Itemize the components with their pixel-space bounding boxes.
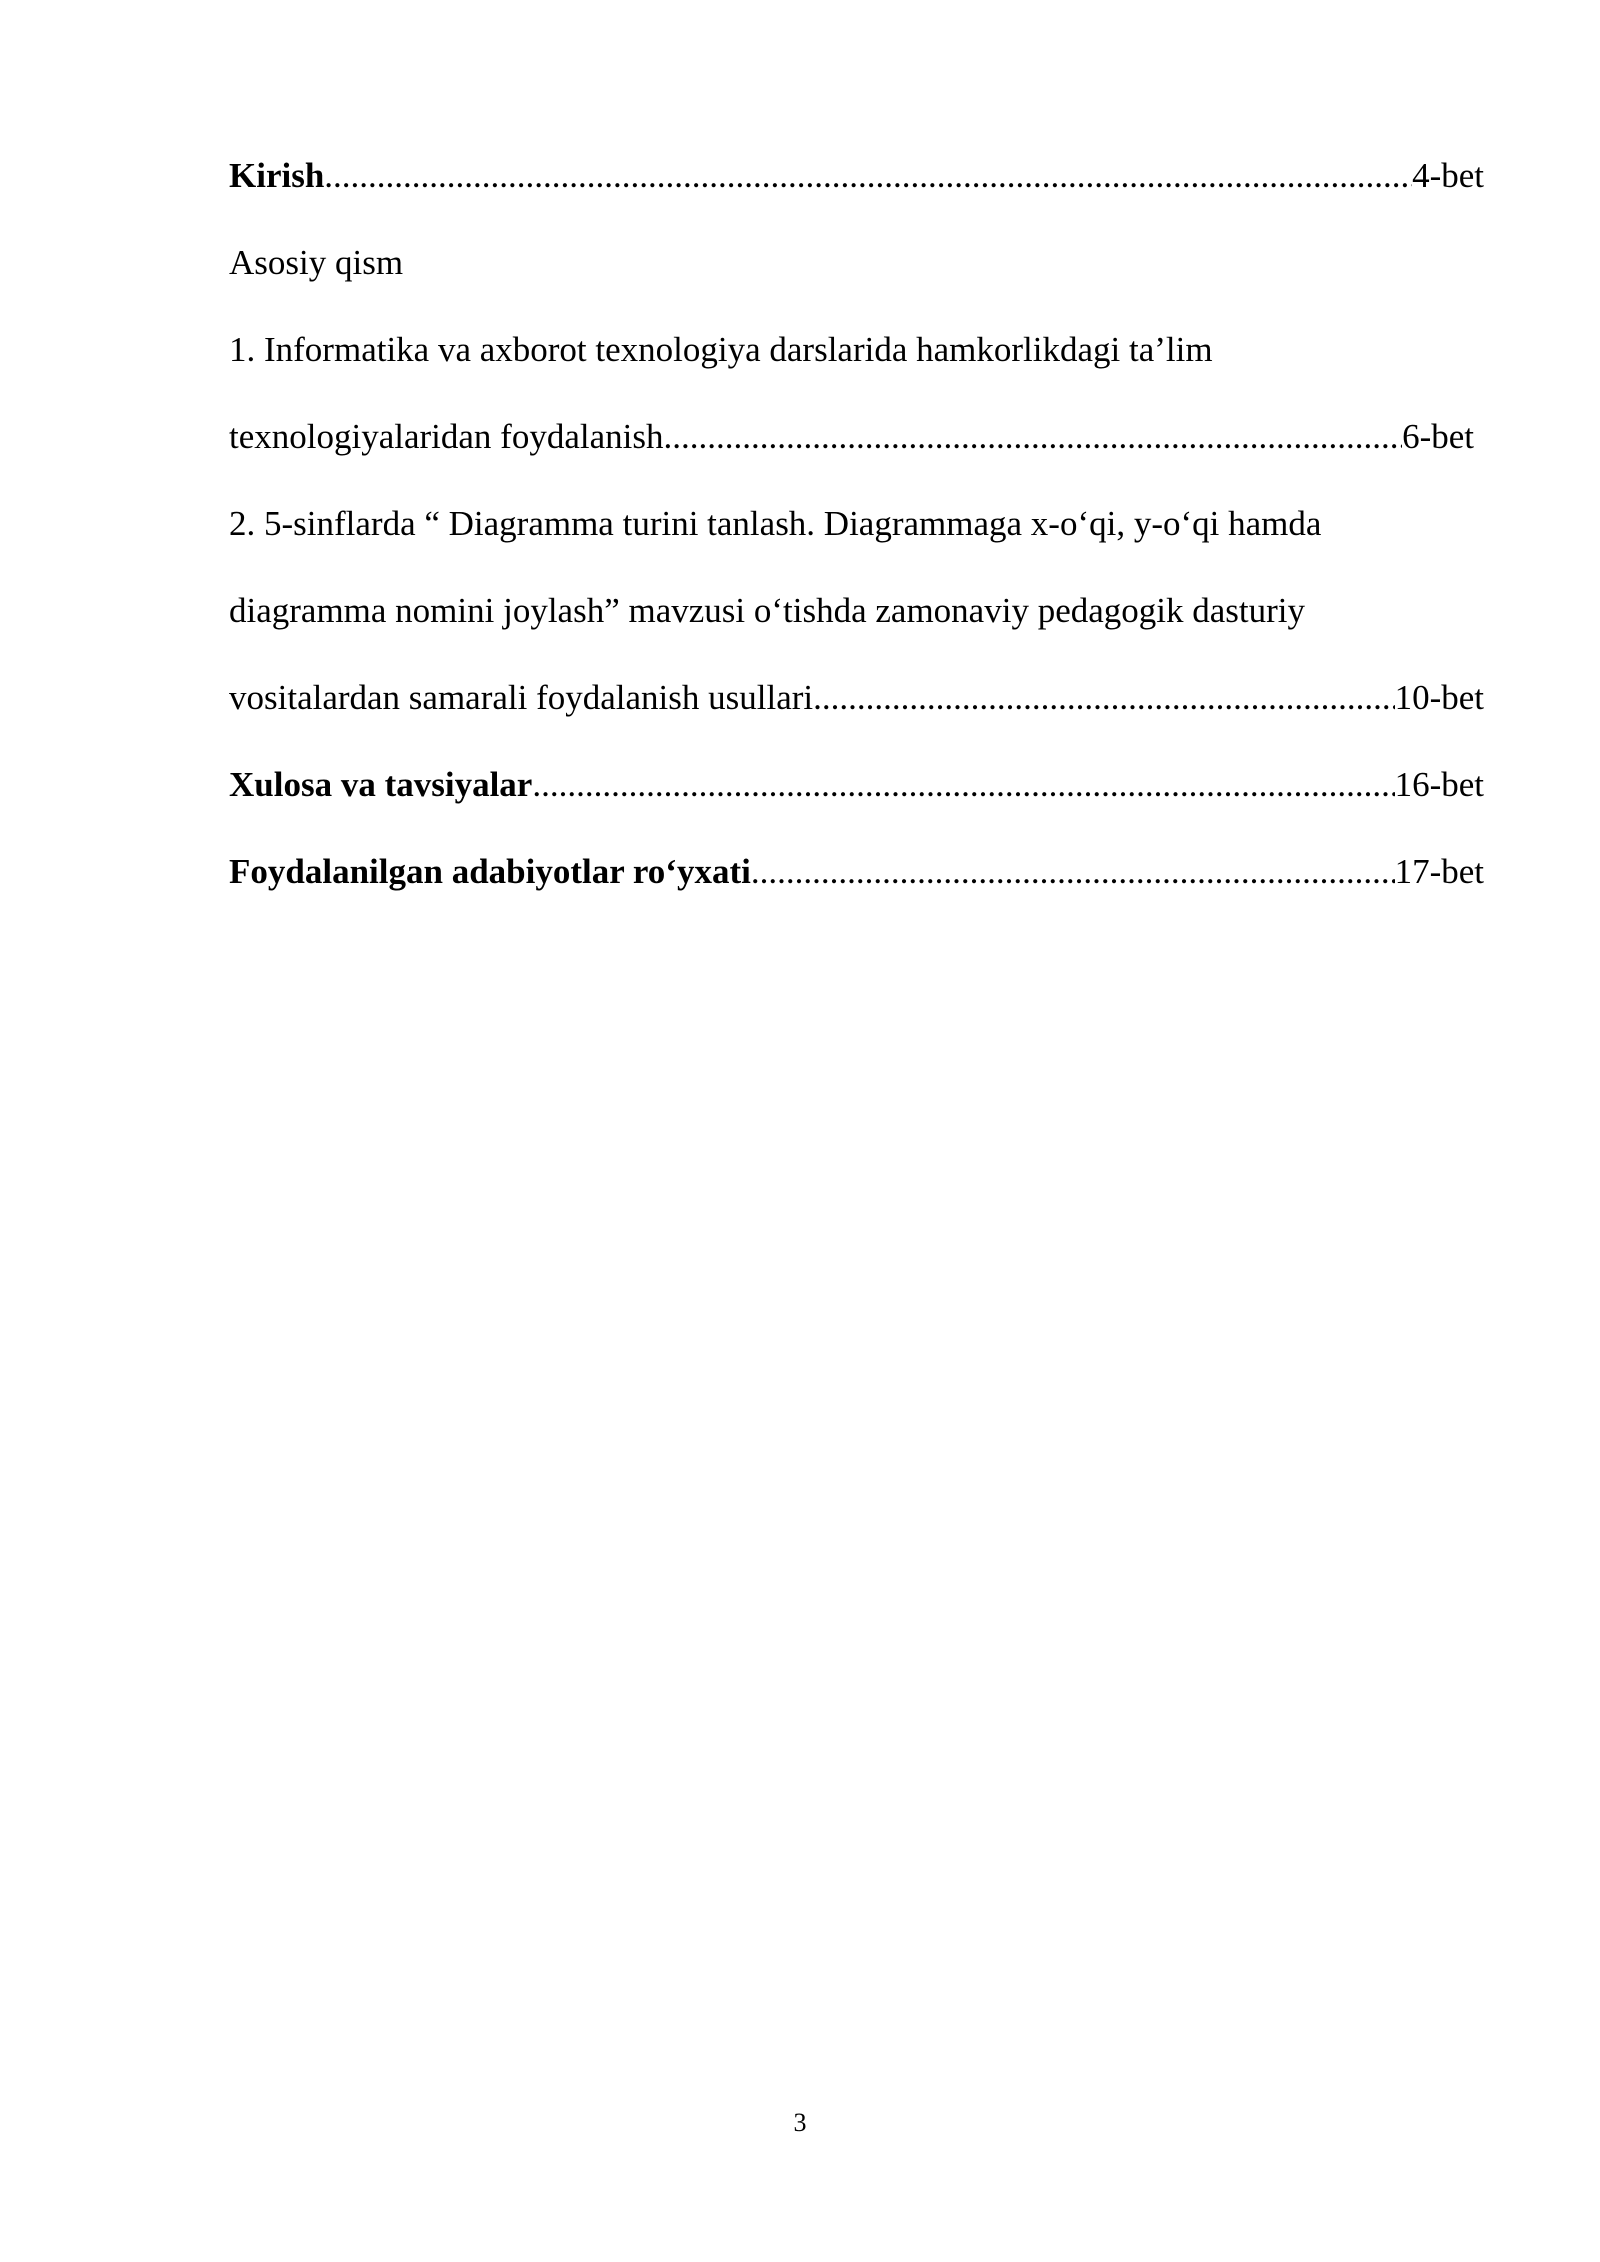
page-number: 3 [793,2108,807,2137]
toc-entry-1-line-1: 1. Informatika va axborot texnologiya darslarida hamkorlikdagi ta’lim [229,330,1213,369]
toc-entry-title: Kirish [229,156,325,195]
toc-entry-title: Xulosa va tavsiyalar [229,765,533,804]
toc-section-heading: Asosiy qism [229,243,404,282]
toc-entry-kirish [229,146,1484,206]
toc-entry-title: Foydalanilgan adabiyotlar ro‘yxati [229,852,751,891]
toc-entry-adabiyotlar [229,842,1484,902]
toc-entry-page: 10-bet [1394,678,1484,717]
dot-leader [324,146,1412,206]
toc-entry-2-line-3 [229,668,1484,728]
toc-entry-page: 4-bet [1412,156,1484,195]
toc-entry-page: 16-bet [1394,765,1484,804]
toc-entry-1-line-2 [229,407,1474,467]
toc-entry-2-line-1: 2. 5-sinflarda “ Diagramma turini tanlash. Diagrammaga x-o‘qi, y-o‘qi hamda [229,504,1322,543]
toc-entry-title: vositalardan samarali foydalanish usullari [229,678,814,717]
dot-leader [532,755,1394,815]
toc-entry-page: 17-bet [1394,852,1484,891]
toc-entry-page: 6-bet [1402,417,1474,456]
toc-entry-2-line-2: diagramma nomini joylash” mavzusi o‘tishda zamonaviy pedagogik dasturiy [229,591,1305,630]
dot-leader [813,668,1394,728]
toc-entry-xulosa [229,755,1484,815]
dot-leader [663,407,1402,467]
toc-entry-title: texnologiyalaridan foydalanish [229,417,664,456]
dot-leader [751,842,1395,902]
